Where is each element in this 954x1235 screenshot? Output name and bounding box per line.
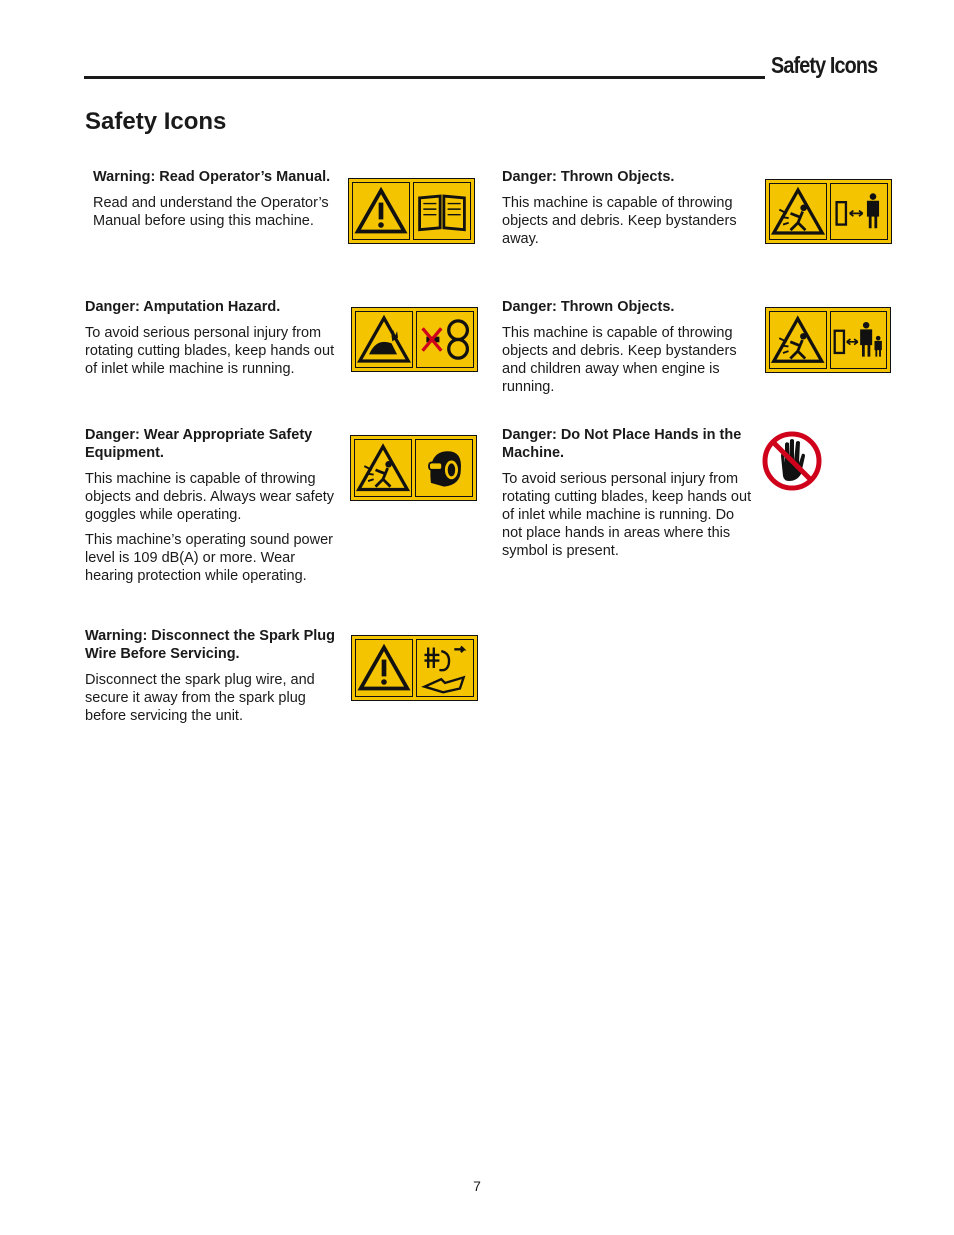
decal-safety-equipment <box>350 435 477 501</box>
item-text: Read and understand the Operator’s Manual before using this machine. <box>93 195 329 229</box>
decal-thrown-objects-2 <box>765 307 891 373</box>
warning-triangle-icon <box>355 639 413 697</box>
spark-plug-manual-icon <box>416 639 474 697</box>
manual-book-icon <box>413 182 471 240</box>
item-text: To avoid serious personal injury from rotating cutting blades, keep hands out of inlet while machine is running. Do not place hands in areas where this symbol is present. <box>502 471 752 559</box>
section-title: Safety Icons <box>85 108 227 135</box>
item-text: This machine’s operating sound power level is 109 dB(A) or more. Wear hearing protection while operating. <box>85 532 333 584</box>
safety-item-spark-plug <box>85 627 340 732</box>
keep-bystanders-away-icon <box>830 183 888 240</box>
item-text: Disconnect the spark plug wire, and secure it away from the spark plug before servicing the unit. <box>85 672 315 724</box>
item-heading: Danger: Wear Appropriate Safety Equipment. <box>85 427 313 461</box>
decal-thrown-objects-1 <box>765 179 892 244</box>
no-hands-impeller-icon <box>416 311 474 368</box>
thrown-objects-hazard-icon <box>769 183 827 240</box>
safety-item-thrown-objects-2 <box>502 298 760 403</box>
decal-amputation <box>351 307 478 372</box>
safety-item-amputation <box>85 298 340 385</box>
item-text: To avoid serious personal injury from rotating cutting blades, keep hands out of inlet while machine is running. <box>85 325 335 377</box>
item-heading: Danger: Thrown Objects. <box>502 169 675 185</box>
safety-item-no-hands <box>502 426 757 567</box>
page-number: 7 <box>473 1178 481 1194</box>
item-heading: Warning: Read Operator’s Manual. <box>93 169 331 185</box>
item-heading: Warning: Disconnect the Spark Plug Wire Before Servicing. <box>85 628 336 662</box>
goggles-ear-protection-icon <box>415 439 473 497</box>
decal-spark-plug <box>351 635 478 701</box>
item-heading: Danger: Do Not Place Hands in the Machine. <box>502 427 742 461</box>
item-text: This machine is capable of throwing objects and debris. Keep bystanders away. <box>502 195 737 247</box>
thrown-objects-hazard-icon <box>354 439 412 497</box>
no-hands-icon <box>761 430 823 492</box>
warning-triangle-icon <box>352 182 410 240</box>
header-rule <box>84 76 765 79</box>
item-text: This machine is capable of throwing objects and debris. Keep bystanders and children away when engine is running. <box>502 325 737 395</box>
running-title: Safety Icons <box>771 52 878 78</box>
item-text: This machine is capable of throwing objects and debris. Always wear safety goggles while operating. <box>85 471 335 523</box>
item-heading: Danger: Thrown Objects. <box>502 299 675 315</box>
keep-children-away-icon <box>830 311 888 369</box>
item-heading: Danger: Amputation Hazard. <box>85 299 281 315</box>
hand-blade-hazard-icon <box>355 311 413 368</box>
safety-item-thrown-objects-1 <box>502 168 757 255</box>
safety-item-read-manual <box>93 168 345 237</box>
safety-item-safety-equipment <box>85 426 340 592</box>
thrown-objects-hazard-icon <box>769 311 827 369</box>
decal-read-manual <box>348 178 475 244</box>
